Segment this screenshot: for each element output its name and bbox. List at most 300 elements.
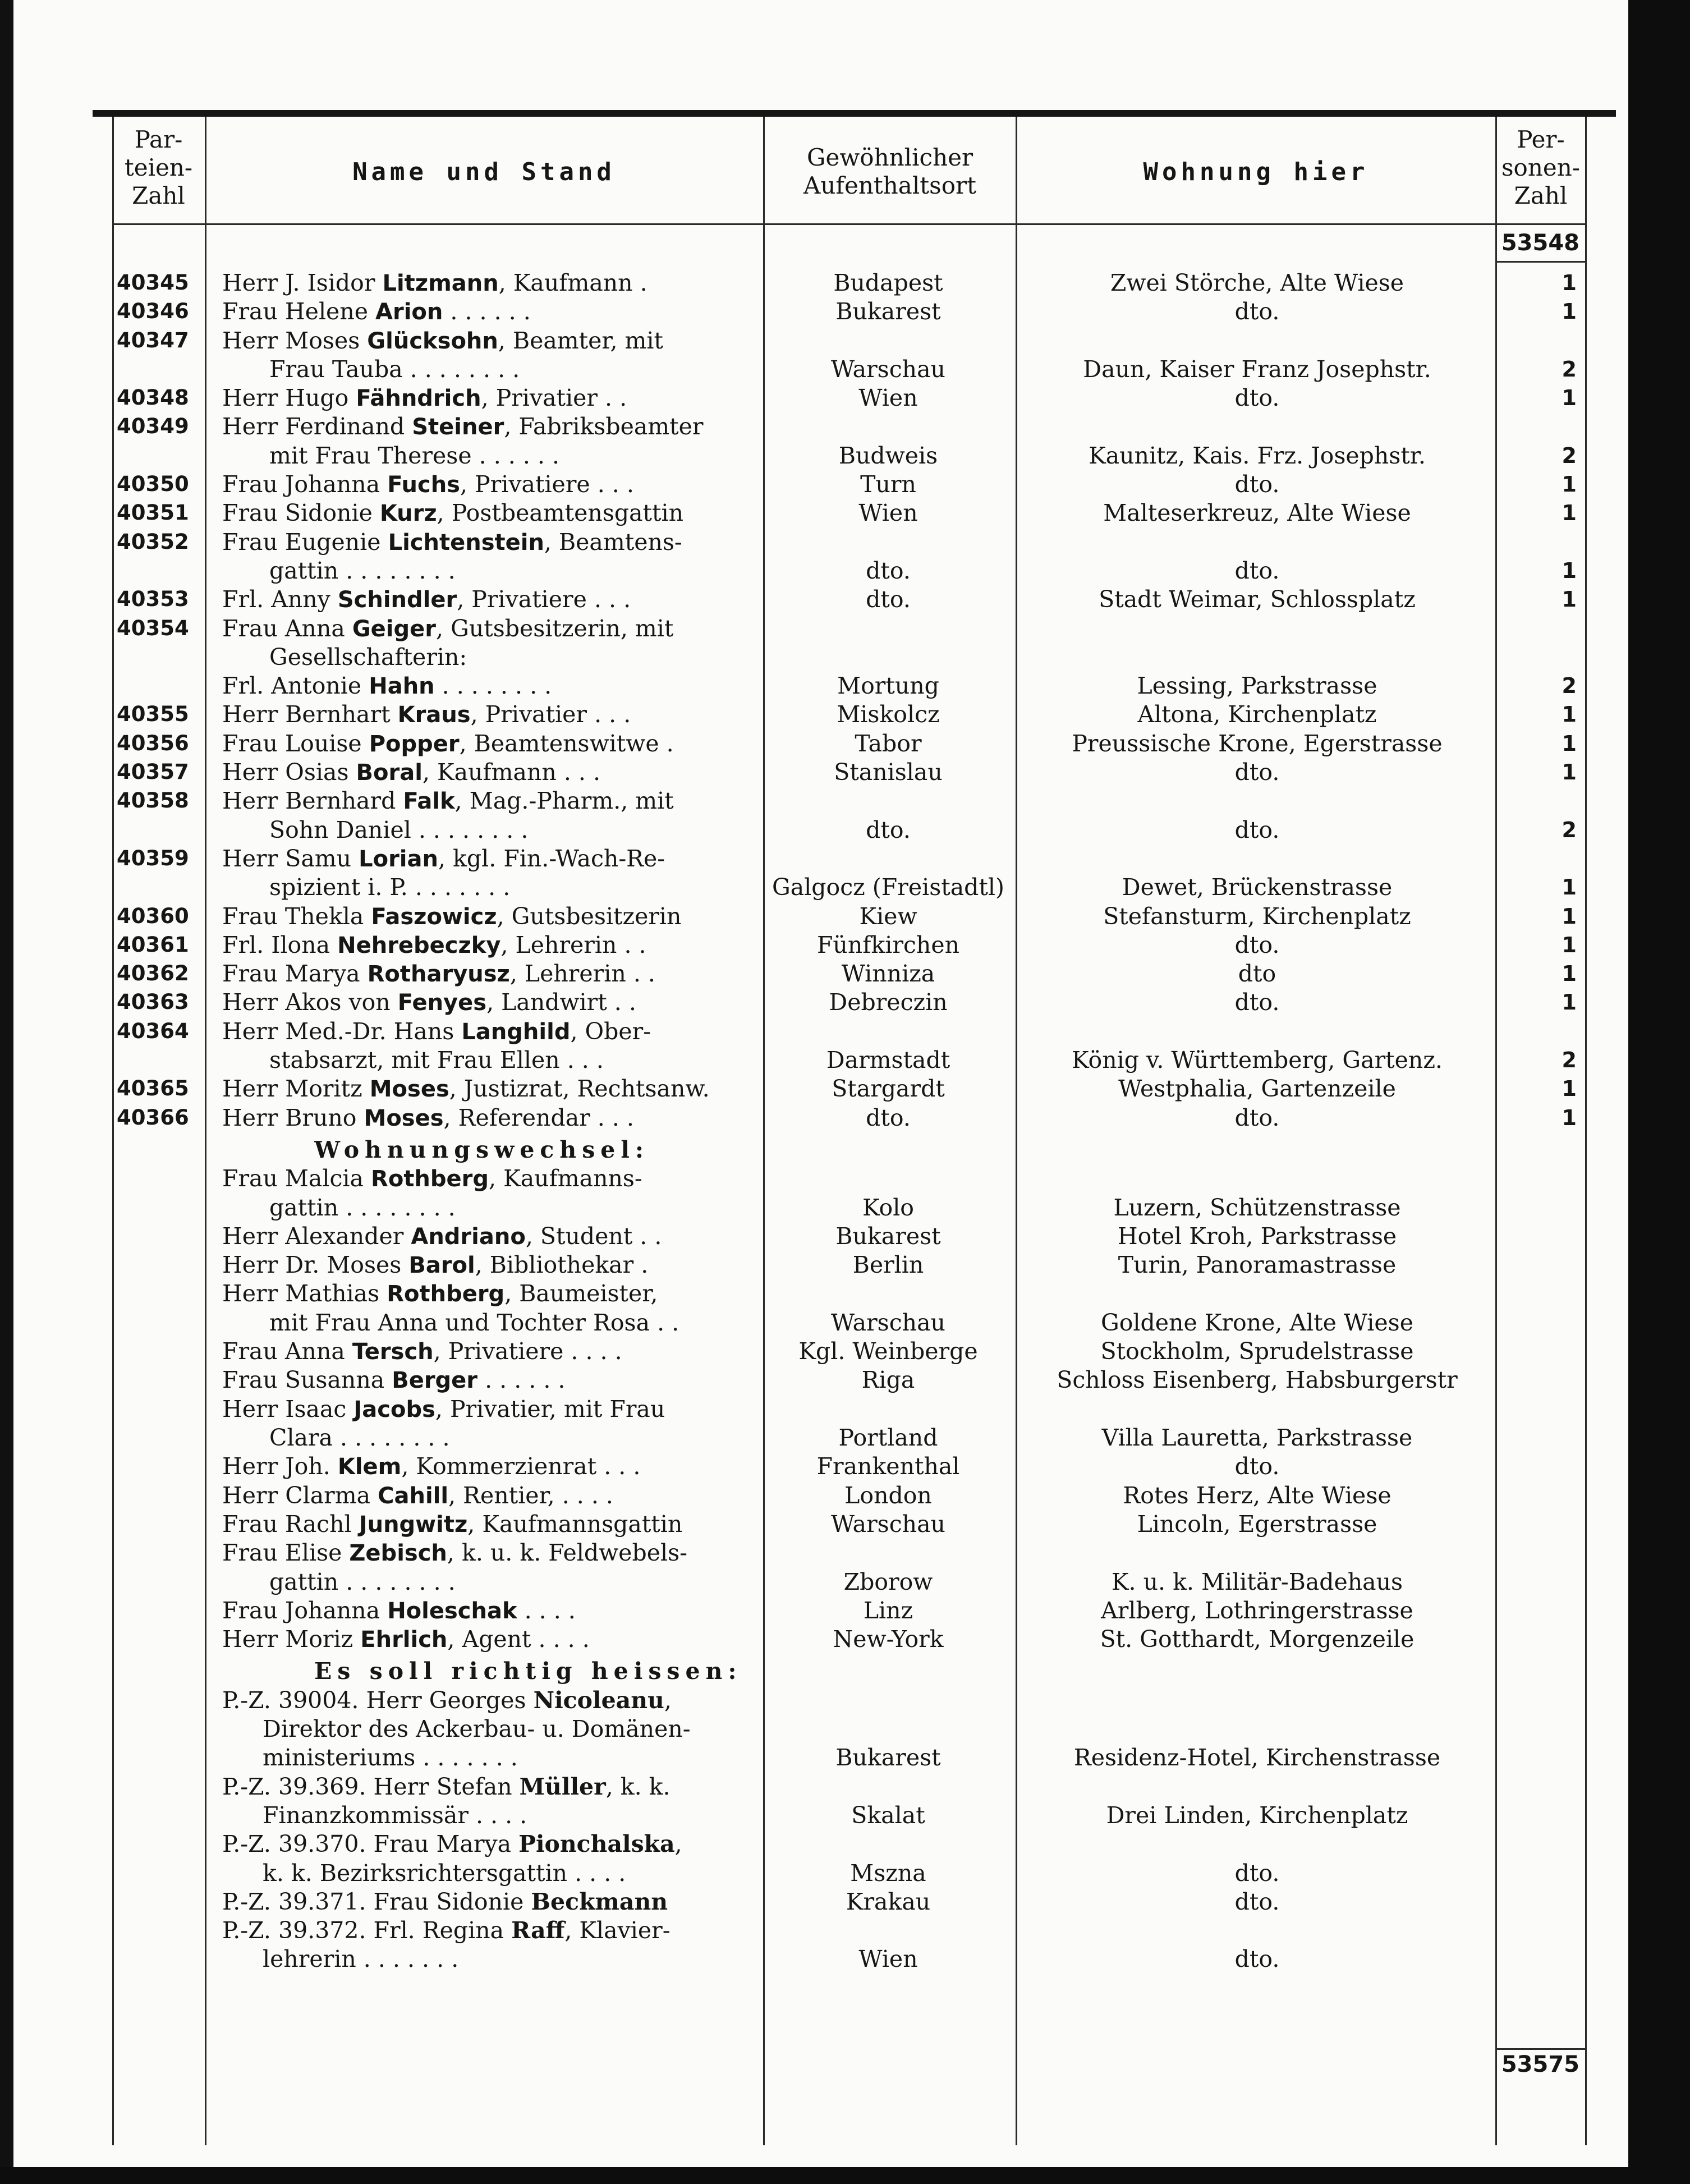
header-apartment: Wohnung hier (1143, 158, 1369, 186)
name-prefix: Frau Elise (222, 1539, 350, 1566)
move-row (0, 1423, 1690, 1452)
person-count: 1 (1562, 961, 1577, 986)
surname: Zebisch (349, 1540, 447, 1566)
name-and-status (222, 498, 758, 528)
name-suffix: , Ober- (570, 1018, 651, 1045)
person-count: 1 (1562, 472, 1577, 497)
name-and-status (222, 1686, 758, 1715)
surname: Rotharyusz (367, 961, 510, 987)
surname: Ehrlich (360, 1627, 448, 1653)
party-number: 40364 (117, 1019, 189, 1043)
party-number: 40365 (117, 1076, 189, 1100)
surname: Geiger (352, 616, 436, 642)
usual-residence: Skalat (851, 1802, 925, 1829)
usual-residence: Warschau (831, 1511, 945, 1538)
name-and-status (222, 902, 758, 932)
usual-residence: Turn (860, 471, 916, 498)
name-prefix: Frau Anna (222, 615, 352, 642)
name-suffix: , Baumeister, (504, 1280, 658, 1307)
surname: Berger (392, 1368, 478, 1393)
entry-row (0, 873, 1690, 902)
person-count: 1 (1562, 760, 1577, 784)
move-row (0, 1538, 1690, 1567)
apartment-here: dto. (1234, 298, 1280, 325)
usual-residence: Kiew (859, 903, 917, 930)
surname: Nicoleanu (533, 1687, 664, 1714)
usual-residence: Stanislau (834, 759, 943, 786)
usual-residence: Portland (838, 1424, 938, 1451)
name-prefix: Frl. Anny (222, 586, 338, 613)
surname: Boral (356, 760, 422, 786)
surname: Beckmann (531, 1888, 668, 1915)
apartment-here: Lincoln, Egerstrasse (1137, 1511, 1377, 1538)
usual-residence: Frankenthal (816, 1453, 960, 1480)
name-prefix: Herr Moritz (222, 1075, 370, 1102)
surname: Fähndrich (356, 386, 481, 411)
name-suffix: . . . . . . . . (411, 816, 529, 843)
surname: Litzmann (382, 270, 499, 296)
person-count: 1 (1562, 386, 1577, 410)
usual-residence: Warschau (831, 356, 945, 383)
name-prefix: Herr Isaac (222, 1396, 354, 1423)
name-suffix: , Justizrat, Rechtsanw. (449, 1075, 710, 1102)
correction-row (0, 1829, 1690, 1859)
name-suffix: , k. u. k. Feldwebels- (447, 1539, 687, 1566)
usual-residence: Tabor (855, 730, 922, 757)
entry-row (0, 671, 1690, 700)
entry-row (0, 470, 1690, 499)
usual-residence: dto. (866, 586, 911, 613)
apartment-here: Dewet, Brückenstrasse (1122, 874, 1393, 901)
party-number: 40355 (117, 702, 189, 726)
name-prefix: spizient i. P. (269, 874, 408, 901)
name-prefix: mit Frau Therese (269, 442, 472, 469)
entry-row (0, 585, 1690, 614)
move-row (0, 1596, 1690, 1625)
name-and-status (222, 1772, 758, 1801)
surname: Andriano (411, 1224, 526, 1250)
party-number: 40353 (117, 587, 189, 611)
name-suffix: , Kaufmann . (498, 269, 647, 296)
name-prefix: Frl. Ilona (222, 932, 338, 958)
name-prefix: Finanzkommissär (263, 1802, 469, 1829)
apartment-here: Turin, Panoramastrasse (1118, 1251, 1397, 1278)
person-count: 2 (1562, 818, 1577, 842)
party-number: 40350 (117, 472, 189, 496)
total-overline (1497, 2048, 1585, 2050)
apartment-here: Westphalia, Gartenzeile (1118, 1075, 1396, 1102)
name-and-status (222, 1596, 758, 1626)
name-and-status (222, 758, 758, 787)
name-prefix: Herr Samu (222, 845, 359, 872)
entry-row (0, 643, 1690, 672)
usual-residence: Debreczin (829, 989, 948, 1016)
name-and-status (222, 268, 758, 298)
move-row (0, 1452, 1690, 1481)
name-prefix: Herr Bruno (222, 1104, 364, 1131)
name-and-status (222, 1222, 758, 1251)
surname: Nehrebeczky (337, 933, 501, 958)
apartment-here: Hotel Kroh, Parkstrasse (1117, 1223, 1397, 1250)
name-and-status (222, 930, 758, 960)
surname: Falk (403, 788, 455, 814)
name-prefix: gattin (269, 1194, 339, 1221)
name-prefix: Sohn Daniel (269, 816, 411, 843)
surname: Arion (375, 299, 443, 325)
apartment-here: dto. (1234, 1860, 1280, 1887)
name-suffix: . . . . . . (471, 442, 560, 469)
apartment-here: K. u. k. Militär-Badehaus (1111, 1568, 1403, 1595)
name-prefix: P.-Z. 39004. Herr Georges (222, 1687, 534, 1714)
apartment-here: Stefansturm, Kirchenplatz (1103, 903, 1411, 930)
name-prefix: Herr Joh. (222, 1453, 338, 1480)
name-prefix: Frau Susanna (222, 1366, 392, 1393)
apartment-here: Preussische Krone, Egerstrasse (1072, 730, 1443, 757)
scan-edge-bottom (0, 2167, 1690, 2184)
apartment-here: Lessing, Parkstrasse (1137, 672, 1377, 699)
person-count: 1 (1562, 299, 1577, 324)
name-and-status (222, 383, 758, 413)
usual-residence: dto. (866, 1104, 911, 1131)
name-prefix: Frau Johanna (222, 471, 388, 498)
name-suffix: . . . . . . (443, 298, 531, 325)
usual-residence: Galgocz (Freistadtl) (771, 874, 1005, 901)
person-count: 1 (1562, 270, 1577, 295)
name-and-status (269, 1567, 805, 1596)
move-row (0, 1365, 1690, 1394)
entry-row (0, 1074, 1690, 1103)
name-suffix: , Lehrerin . . (509, 960, 655, 987)
name-and-status (222, 1103, 758, 1133)
name-suffix: , Gutsbesitzerin, mit (436, 615, 674, 642)
surname: Lorian (359, 846, 438, 872)
apartment-here: Luzern, Schützenstrasse (1113, 1194, 1401, 1221)
name-prefix: Herr Bernhart (222, 701, 398, 728)
apartment-here: Residenz-Hotel, Kirchenstrasse (1073, 1744, 1441, 1771)
name-prefix: gattin (269, 1568, 339, 1595)
entry-row (0, 786, 1690, 815)
party-number: 40366 (117, 1105, 189, 1130)
entry-row (0, 815, 1690, 845)
surname: Jacobs (353, 1397, 435, 1423)
party-number: 40351 (117, 501, 189, 525)
name-prefix: Frau Johanna (222, 1597, 388, 1624)
correction-row (0, 1944, 1690, 1974)
name-and-status (222, 1829, 758, 1859)
entry-row (0, 614, 1690, 643)
entry-row (0, 383, 1690, 412)
name-and-status (222, 470, 758, 499)
header-origin: Gewöhnlicher Aufenthaltsort (803, 144, 976, 199)
name-and-status (222, 527, 758, 557)
name-prefix: mit Frau Anna und Tochter Rosa (269, 1309, 650, 1336)
apartment-here: Goldene Krone, Alte Wiese (1100, 1309, 1413, 1336)
name-suffix: , Privatiere . . . (460, 471, 634, 498)
entry-row (0, 1103, 1690, 1132)
name-and-status (222, 585, 758, 614)
name-and-status (269, 643, 805, 672)
surname: Rothberg (371, 1166, 489, 1192)
name-and-status (269, 815, 805, 845)
name-suffix: , Postbeamtensgattin (437, 499, 684, 526)
apartment-here: Stockholm, Sprudelstrasse (1100, 1338, 1414, 1365)
party-number: 40354 (117, 616, 189, 640)
surname: Moses (369, 1076, 449, 1102)
person-count: 2 (1562, 1048, 1577, 1072)
apartment-here: dto. (1234, 1888, 1280, 1915)
usual-residence: Miskolcz (837, 701, 940, 728)
party-number: 40363 (117, 990, 189, 1014)
name-and-status (222, 1250, 758, 1280)
name-and-status (222, 1074, 758, 1104)
correction-row (0, 1859, 1690, 1888)
usual-residence: dto. (866, 557, 911, 584)
surname: Hahn (369, 673, 435, 699)
apartment-here: Stadt Weimar, Schlossplatz (1099, 586, 1416, 613)
name-prefix: P.-Z. 39.369. Herr Stefan (222, 1773, 520, 1800)
entry-row (0, 355, 1690, 384)
header-persons: Per- sonen- Zahl (1501, 126, 1580, 209)
usual-residence: Stargardt (832, 1075, 945, 1102)
name-and-status (222, 326, 758, 356)
usual-residence: Wien (858, 1946, 918, 1972)
name-and-status (263, 1859, 798, 1888)
move-row (0, 1481, 1690, 1510)
usual-residence: Mszna (850, 1860, 926, 1887)
name-and-status (222, 1916, 758, 1945)
name-and-status (222, 1509, 758, 1539)
correction-row (0, 1801, 1690, 1830)
move-row (0, 1250, 1690, 1279)
correction-row (0, 1772, 1690, 1801)
usual-residence: Darmstadt (826, 1047, 950, 1073)
name-and-status (222, 1279, 758, 1309)
name-suffix: . . . . (517, 1597, 576, 1624)
name-suffix: . . . . (468, 1802, 527, 1829)
apartment-here: Kaunitz, Kais. Frz. Josephstr. (1089, 442, 1426, 469)
name-prefix: P.-Z. 39.370. Frau Marya (222, 1830, 519, 1857)
name-suffix: , Landwirt . . (486, 989, 636, 1016)
name-and-status (222, 1625, 758, 1654)
party-number: 40352 (117, 530, 189, 554)
surname: Pionchalska (518, 1830, 675, 1857)
apartment-here: Rotes Herz, Alte Wiese (1123, 1482, 1392, 1509)
name-and-status (222, 1365, 758, 1395)
correction-row (0, 1714, 1690, 1743)
total-end: 53575 (1501, 2052, 1579, 2077)
name-prefix: lehrerin (263, 1946, 356, 1972)
apartment-here: dto. (1234, 1453, 1280, 1480)
usual-residence: Bukarest (835, 1223, 941, 1250)
name-and-status (222, 988, 758, 1017)
entry-row (0, 297, 1690, 326)
usual-residence: Zborow (843, 1568, 933, 1595)
entry-row (0, 902, 1690, 931)
section-heading-wechsel-text: Wohnungswechsel: (314, 1136, 650, 1163)
usual-residence: London (844, 1482, 932, 1509)
surname: Kurz (379, 501, 437, 526)
person-count: 1 (1562, 558, 1577, 583)
entry-row (0, 758, 1690, 787)
section-heading-correction-text: Es soll richtig heissen: (314, 1658, 742, 1685)
apartment-here: Altona, Kirchenplatz (1137, 701, 1377, 728)
apartment-here: dto. (1234, 816, 1280, 843)
party-number: 40359 (117, 846, 189, 870)
move-row (0, 1164, 1690, 1193)
apartment-here: Daun, Kaiser Franz Josephstr. (1083, 356, 1431, 383)
name-and-status (222, 1017, 758, 1047)
move-row (0, 1567, 1690, 1596)
person-count: 1 (1562, 501, 1577, 525)
name-suffix: , Beamter, mit (498, 327, 664, 354)
name-prefix: Frau Eugenie (222, 529, 388, 556)
usual-residence: Riga (861, 1366, 915, 1393)
name-prefix: Frau Tauba (269, 356, 403, 383)
name-and-status (269, 1193, 805, 1222)
surname: Tersch (352, 1339, 434, 1365)
name-prefix: Frau Helene (222, 298, 376, 325)
party-number: 40349 (117, 414, 189, 438)
apartment-here: Drei Linden, Kirchenplatz (1106, 1802, 1408, 1829)
name-and-status (263, 1714, 798, 1743)
apartment-here: Arlberg, Lothringerstrasse (1101, 1597, 1413, 1624)
entry-row (0, 527, 1690, 557)
name-prefix: Herr Med.-Dr. Hans (222, 1018, 462, 1045)
name-suffix: , Klavier- (564, 1917, 671, 1944)
name-suffix: . . . . . . . . (338, 1194, 456, 1221)
name-suffix: . . (650, 1309, 679, 1336)
name-and-status (269, 1423, 805, 1452)
surname: Müller (519, 1773, 606, 1800)
surname: Rothberg (387, 1281, 505, 1307)
party-number: 40362 (117, 961, 189, 985)
name-and-status (222, 1452, 758, 1481)
name-prefix: Herr J. Isidor (222, 269, 383, 296)
name-suffix: , (664, 1687, 672, 1714)
move-row (0, 1193, 1690, 1222)
name-prefix: Clara (269, 1424, 333, 1451)
name-and-status (263, 1801, 798, 1830)
name-prefix: P.-Z. 39.372. Frl. Regina (222, 1917, 512, 1944)
header-parties: Par- teien- Zahl (124, 126, 193, 209)
usual-residence: Kgl. Weinberge (798, 1338, 978, 1365)
usual-residence: New-York (833, 1626, 944, 1653)
name-prefix: Direktor des Ackerbau- u. Domänen- (263, 1715, 691, 1742)
entry-row (0, 1017, 1690, 1046)
entry-row (0, 441, 1690, 470)
name-prefix: Herr Ferdinand (222, 413, 412, 440)
name-and-status (222, 1164, 758, 1194)
person-count: 1 (1562, 731, 1577, 756)
usual-residence: Wien (858, 384, 918, 411)
surname: Fuchs (387, 472, 460, 498)
name-and-status (269, 556, 805, 585)
entry-row (0, 556, 1690, 585)
apartment-here: dto. (1234, 471, 1280, 498)
usual-residence: Krakau (846, 1888, 931, 1915)
surname: Popper (369, 731, 460, 757)
usual-residence: Berlin (852, 1251, 924, 1278)
name-suffix: , Privatiere . . . . (433, 1338, 622, 1365)
apartment-here: Malteserkreuz, Alte Wiese (1103, 499, 1411, 526)
entry-row (0, 1045, 1690, 1075)
correction-row (0, 1887, 1690, 1916)
usual-residence: Mortung (837, 672, 939, 699)
person-count: 1 (1562, 990, 1577, 1015)
surname: Lichtenstein (388, 530, 544, 556)
name-and-status (222, 844, 758, 874)
name-and-status (222, 614, 758, 644)
move-row (0, 1279, 1690, 1308)
name-suffix: . . . (559, 1047, 604, 1073)
usual-residence: Kolo (862, 1194, 914, 1221)
name-suffix: . . . . . . (477, 1366, 566, 1393)
section-heading-correction (0, 1657, 1690, 1686)
move-row (0, 1394, 1690, 1424)
apartment-here: dto. (1234, 384, 1280, 411)
name-suffix: . . . . . . . (356, 1946, 459, 1972)
usual-residence: Wien (858, 499, 918, 526)
correction-row (0, 1686, 1690, 1715)
party-number: 40345 (117, 270, 189, 295)
name-suffix: , (674, 1830, 682, 1857)
apartment-here: dto. (1234, 1104, 1280, 1131)
surname: Cahill (378, 1483, 449, 1509)
apartment-here: dto. (1234, 759, 1280, 786)
surname: Fenyes (397, 990, 487, 1016)
name-and-status (263, 1944, 798, 1974)
usual-residence: Budweis (838, 442, 938, 469)
surname: Raff (511, 1917, 565, 1944)
move-row (0, 1509, 1690, 1539)
usual-residence: Fünfkirchen (816, 932, 960, 958)
surname: Steiner (412, 414, 504, 440)
usual-residence: Bukarest (835, 1744, 941, 1771)
entry-row (0, 700, 1690, 729)
name-prefix: Herr Dr. Moses (222, 1251, 409, 1278)
surname: Klem (337, 1454, 402, 1480)
total-start: 53548 (1501, 230, 1579, 256)
apartment-here: dto (1238, 960, 1276, 987)
name-prefix: Herr Osias (222, 759, 356, 786)
name-suffix: , Referendar . . . (443, 1104, 634, 1131)
entry-row (0, 959, 1690, 988)
apartment-here: dto. (1234, 1946, 1280, 1972)
usual-residence: dto. (866, 816, 911, 843)
name-prefix: stabsarzt, mit Frau Ellen (269, 1047, 560, 1073)
entry-row (0, 326, 1690, 355)
name-and-status (269, 441, 805, 470)
name-prefix: Frau Marya (222, 960, 368, 987)
usual-residence: Linz (863, 1597, 913, 1624)
person-count: 1 (1562, 1105, 1577, 1130)
party-number: 40347 (117, 328, 189, 352)
section-heading-wechsel (0, 1135, 1690, 1164)
name-and-status (222, 786, 758, 816)
person-count: 2 (1562, 673, 1577, 698)
party-number: 40361 (117, 933, 189, 957)
surname: Faszowicz (371, 904, 497, 930)
name-prefix: Herr Bernhard (222, 787, 403, 814)
party-number: 40357 (117, 760, 189, 784)
name-suffix: , Kaufmann . . . (422, 759, 601, 786)
name-and-status (263, 1743, 798, 1772)
name-suffix: , k. k. (605, 1773, 671, 1800)
correction-row (0, 1916, 1690, 1945)
apartment-here: dto. (1234, 932, 1280, 958)
name-suffix: , Privatier . . . (470, 701, 631, 728)
apartment-here: Schloss Eisenberg, Habsburgerstr (1057, 1366, 1458, 1393)
